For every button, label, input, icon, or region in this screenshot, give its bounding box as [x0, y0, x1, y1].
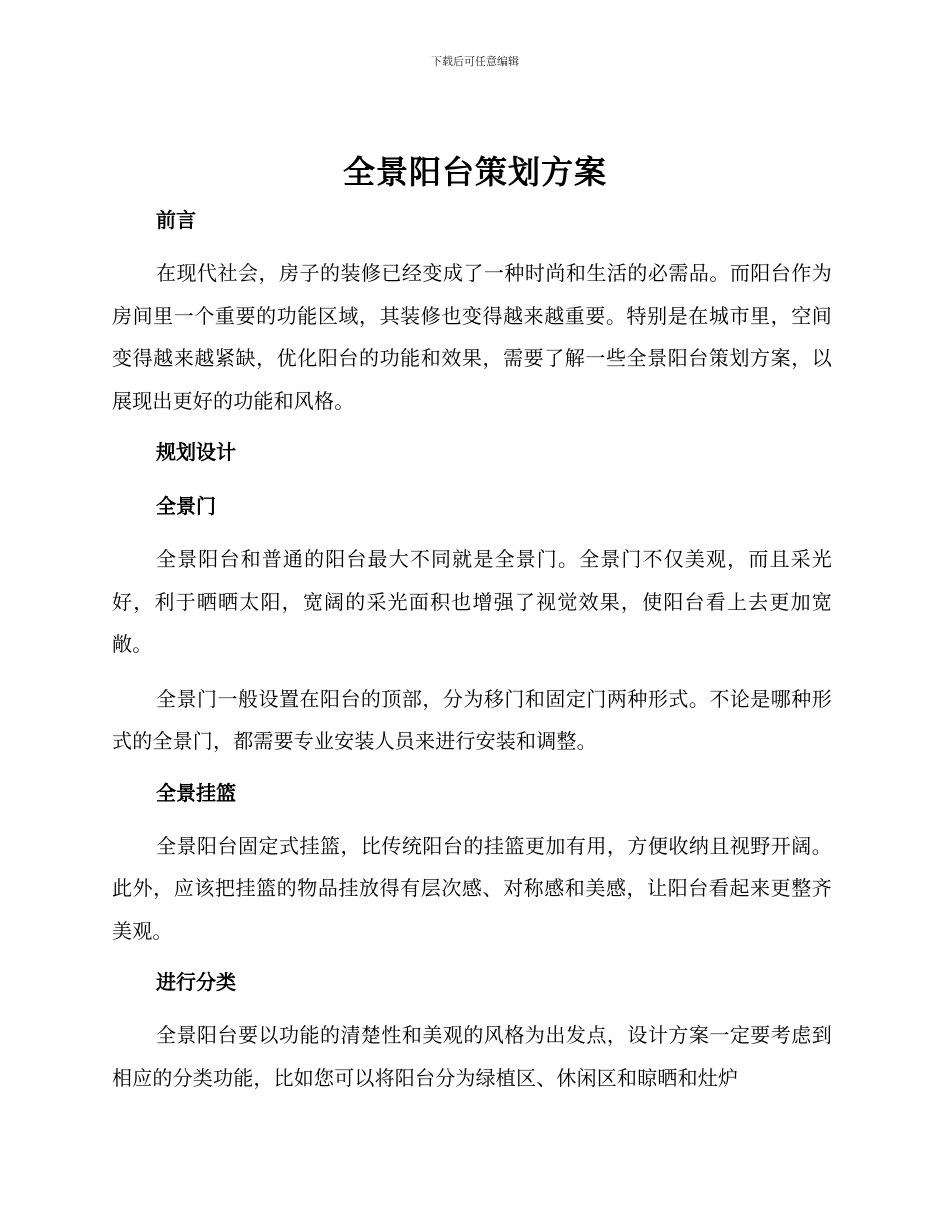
paragraph-intro: 在现代社会，房子的装修已经变成了一种时尚和生活的必需品。而阳台作为房间里一个重要的功能区域，其装修也变得越来越重要。特别是在城市里，空间变得越来越紧缺，优化阳台的功能和效果，需要了解一些全景阳台策划方案，以展现出更好的功能和风格。 [112, 261, 832, 413]
document-body [112, 200, 832, 1099]
header-note: 下载后可任意编辑 [431, 55, 519, 68]
paragraph-door-1: 全景阳台和普通的阳台最大不同就是全景门。全景门不仅美观，而且采光好，利于晒晒太阳，宽阔的采光面积也增强了视觉效果，使阳台看上去更加宽敞。 [112, 547, 832, 656]
paragraph-classify: 全景阳台要以功能的清楚性和美观的风格为出发点，设计方案一定要考虑到相应的分类功能，比如您可以将阳台分为绿植区、休闲区和晾晒和灶炉 [112, 1023, 832, 1090]
section-heading-basket: 全景挂篮 [156, 780, 236, 805]
document-title: 全景阳台策划方案 [342, 153, 607, 191]
section-heading-classify: 进行分类 [156, 970, 236, 994]
section-heading-intro: 前言 [156, 208, 196, 232]
paragraph-basket: 全景阳台固定式挂篮，比传统阳台的挂篮更加有用，方便收纳且视野开阔。此外，应该把挂篮的物品挂放得有层次感、对称感和美感，让阳台看起来更整齐美观。 [112, 833, 832, 943]
section-heading-plan: 规划设计 [156, 440, 236, 464]
section-heading-door: 全景门 [156, 494, 216, 518]
paragraph-door-2: 全景门一般设置在阳台的顶部，分为移门和固定门两种形式。不论是哪种形式的全景门，都需要专业安装人员来进行安装和调整。 [112, 686, 832, 753]
